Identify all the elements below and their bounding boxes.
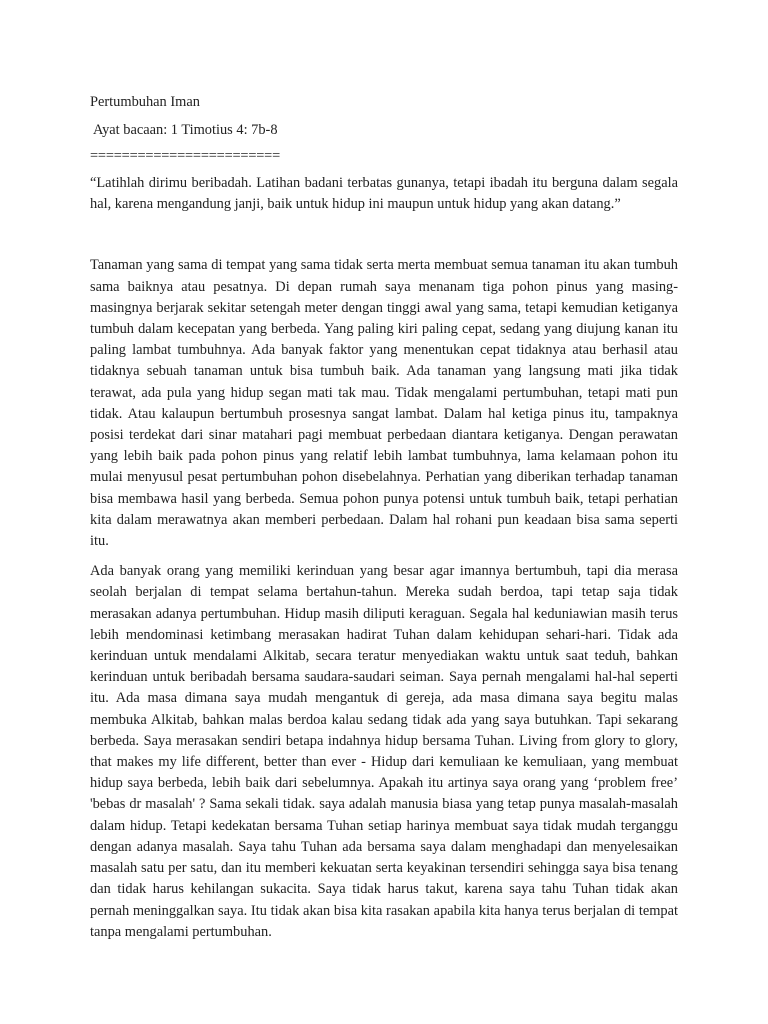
paragraph-spiritual-growth: Ada banyak orang yang memiliki kerinduan yang besar agar imannya bertumbuh, tapi dia merasa seolah berjalan di tempat selama bertahun-tahun. Mereka sudah berdoa, tapi tetap saja tidak merasakan adanya pertumbuhan. Hidup masih diliputi keraguan. Segala hal keduniawian masih terus lebih mendominasi ketimbang merasakan hadirat Tuhan dalam kehidupan sehari-hari. Tidak ada kerinduan untuk mendalami Alkitab, secara teratur menyediakan waktu untuk saat teduh, bahkan kerinduan untuk beribadah bersama saudara-saudari seiman. Saya pernah mengalami hal-hal seperti itu. Ada masa dimana saya mudah mengantuk di gereja, ada masa dimana saya begitu malas membuka Alkitab, bahkan malas berdoa kalau sedang tidak ada yang saya butuhkan. Tapi sekarang berbeda. Saya merasakan sendiri betapa indahnya hidup bersama Tuhan. Living from glory to glory, that makes my life different, better than ever - Hidup dari kemuliaan ke kemuliaan, yang membuat hidup saya berbeda, lebih baik dari sebelumnya. Apakah itu artinya saya orang yang ‘problem free’ 'bebas dr masalah' ? Sama sekali tidak. saya adalah manusia biasa yang tetap punya masalah-masalah dalam hidup. Tetapi kedekatan bersama Tuhan setiap harinya membuat saya tidak mudah terganggu dengan adanya masalah. Saya tahu Tuhan ada bersama saya dalam menghadapi dan menyelesaikan masalah satu per satu, dan itu memberi kekuatan serta keyakinan tersendiri sehingga saya bisa tenang dan tidak harus kehilangan sukacita. Saya tidak harus takut, karena saya tahu Tuhan tidak akan pernah meninggalkan saya. Itu tidak akan bisa kita rasakan apabila kita hanya terus berjalan di tempat tanpa mengalami pertumbuhan.: [90, 563, 678, 940]
document-page: [90, 92, 678, 943]
document-title: Pertumbuhan Iman: [90, 94, 200, 110]
divider-line: ========================: [90, 148, 280, 164]
paragraph-pine-trees: Tanaman yang sama di tempat yang sama tidak serta merta membuat semua tanaman itu akan tumbuh sama baiknya atau pesatnya. Di depan rumah saya menanam tiga pohon pinus yang masing-masingnya berjarak sekitar setengah meter dengan tinggi awal yang sama, tetapi kemudian ketiganya tumbuh dalam kecepatan yang berbeda. Yang paling kiri paling cepat, sedang yang diujung kanan itu paling lambat tumbuhnya. Ada banyak faktor yang menentukan cepat tidaknya atau berhasil atau tidaknya sebuah tanaman untuk bisa tumbuh baik. Ada tanaman yang langsung mati jika tidak terawat, ada pula yang hidup segan mati tak mau. Tidak mengalami pertumbuhan, tetapi mati pun tidak. Atau kalaupun bertumbuh prosesnya sangat lambat. Dalam hal ketiga pinus itu, tampaknya posisi terdekat dari sinar matahari pagi membuat perbedaan diantara ketiganya. Dengan perawatan yang lebih baik pada pohon pinus yang relatif lebih lambat tumbuhnya, lama kelamaan pohon itu mulai menyusul pesat pertumbuhan pohon disebelahnya. Perhatian yang diberikan terhadap tanaman bisa membawa hasil yang berbeda. Semua pohon punya potensi untuk tumbuh baik, tetapi perhatian kita dalam merawatnya akan memberi perbedaan. Dalam hal rohani pun keadaan bisa sama seperti itu.: [90, 257, 678, 550]
scripture-reference: Ayat bacaan: 1 Timotius 4: 7b-8: [93, 122, 278, 138]
bible-quote: “Latihlah dirimu beribadah. Latihan badani terbatas gunanya, tetapi ibadah itu berguna dalam segala hal, karena mengandung janji, baik untuk hidup ini maupun untuk hidup yang akan datang.”: [90, 175, 678, 213]
